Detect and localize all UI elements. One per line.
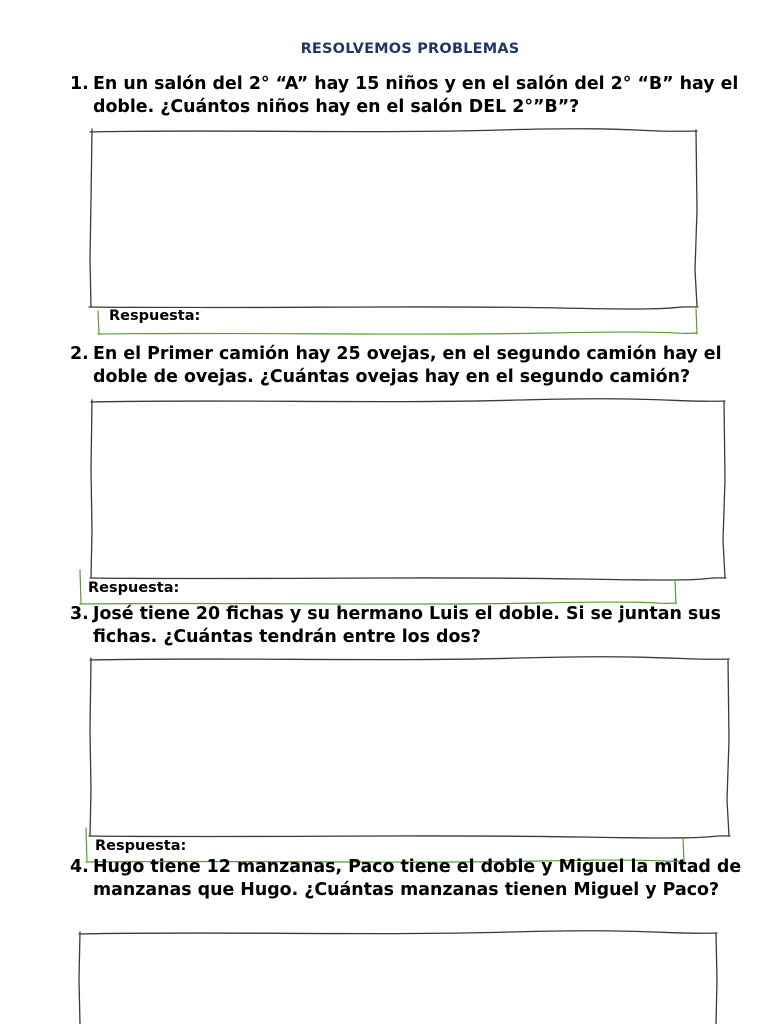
page-title: RESOLVEMOS PROBLEMAS: [300, 41, 520, 57]
problem-2-number: 2.: [70, 344, 89, 364]
answer-label-3: Respuesta:: [95, 838, 187, 854]
problem-4-text: Hugo tiene 12 manzanas, Paco tiene el doble y Miguel la mitad de manzanas que Hugo. ¿Cuántas manzanas tienen Miguel y Paco?: [93, 857, 742, 900]
problem-3-text: José tiene 20 fichas y su hermano Luis el doble. Si se juntan sus fichas. ¿Cuántas tendrán entre los dos?: [93, 604, 721, 647]
problem-4-number: 4.: [70, 857, 89, 877]
problem-1-text: En un salón del 2° “A” hay 15 niños y en el salón del 2° “B” hay el doble. ¿Cuántos niños hay en el salón DEL 2°”B”?: [93, 74, 739, 117]
problem-3-number: 3.: [70, 604, 89, 624]
answer-label-1: Respuesta:: [109, 308, 201, 324]
problem-1-number: 1.: [70, 74, 89, 94]
problem-2-text: En el Primer camión hay 25 ovejas, en el segundo camión hay el doble de ovejas. ¿Cuántas ovejas hay en el segundo camión?: [93, 344, 722, 387]
answer-label-2: Respuesta:: [88, 580, 180, 596]
